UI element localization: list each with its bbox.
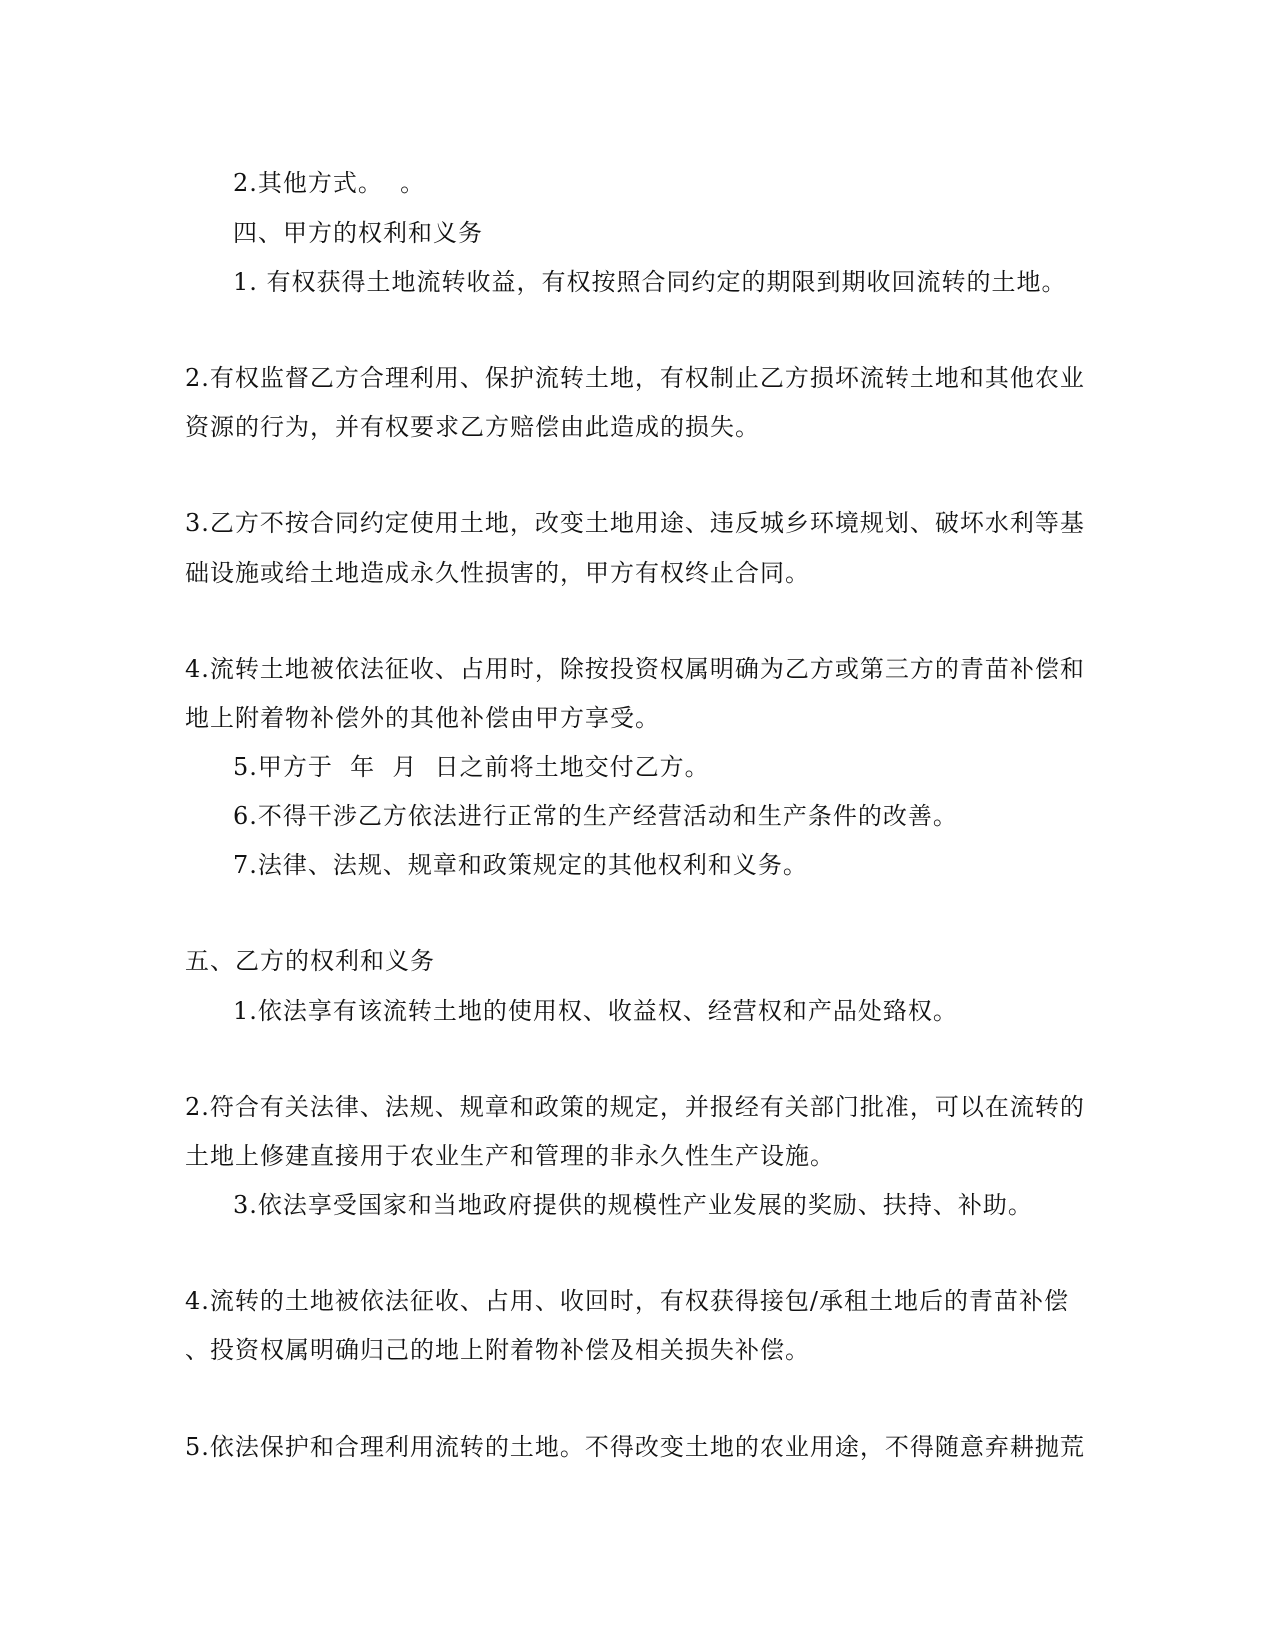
text-line: 2.有权监督乙方合理利用、保护流转土地，有权制止乙方损坏流转土地和其他农业 [185, 364, 1085, 392]
text-line: 5.依法保护和合理利用流转的土地。不得改变土地的农业用途，不得随意弃耕抛荒 [185, 1433, 1085, 1461]
text-line: 2.符合有关法律、法规、规章和政策的规定，并报经有关部门批准，可以在流转的 [185, 1093, 1085, 1121]
text-line: 础设施或给土地造成永久性损害的，甲方有权终止合同。 [185, 559, 810, 587]
text-line: 1.依法享有该流转土地的使用权、收益权、经营权和产品处臵权。 [233, 997, 958, 1025]
text-line: 6.不得干涉乙方依法进行正常的生产经营活动和生产条件的改善。 [233, 802, 958, 830]
section-heading: 五、乙方的权利和义务 [185, 947, 435, 975]
section-heading: 四、甲方的权利和义务 [233, 219, 483, 247]
text-line: 土地上修建直接用于农业生产和管理的非永久性生产设施。 [185, 1142, 835, 1170]
text-line: 5.甲方于 年 月 日之前将土地交付乙方。 [233, 753, 710, 781]
text-line: 7.法律、法规、规章和政策规定的其他权利和义务。 [233, 851, 808, 879]
text-line: 4.流转土地被依法征收、占用时，除按投资权属明确为乙方或第三方的青苗补偿和 [185, 655, 1085, 683]
text-line: 4.流转的土地被依法征收、占用、收回时，有权获得接包/承租土地后的青苗补偿 [185, 1287, 1069, 1315]
text-line: 3.依法享受国家和当地政府提供的规模性产业发展的奖励、扶持、补助。 [233, 1191, 1033, 1219]
text-line: 1. 有权获得土地流转收益，有权按照合同约定的期限到期收回流转的土地。 [233, 268, 1067, 296]
text-line: 3.乙方不按合同约定使用土地，改变土地用途、违反城乡环境规划、破坏水利等基 [185, 509, 1085, 537]
text-line: 2.其他方式。 。 [233, 169, 426, 197]
text-line: 资源的行为，并有权要求乙方赔偿由此造成的损失。 [185, 413, 760, 441]
text-line: 地上附着物补偿外的其他补偿由甲方享受。 [185, 704, 660, 732]
text-line: 、投资权属明确归己的地上附着物补偿及相关损失补偿。 [185, 1336, 810, 1364]
